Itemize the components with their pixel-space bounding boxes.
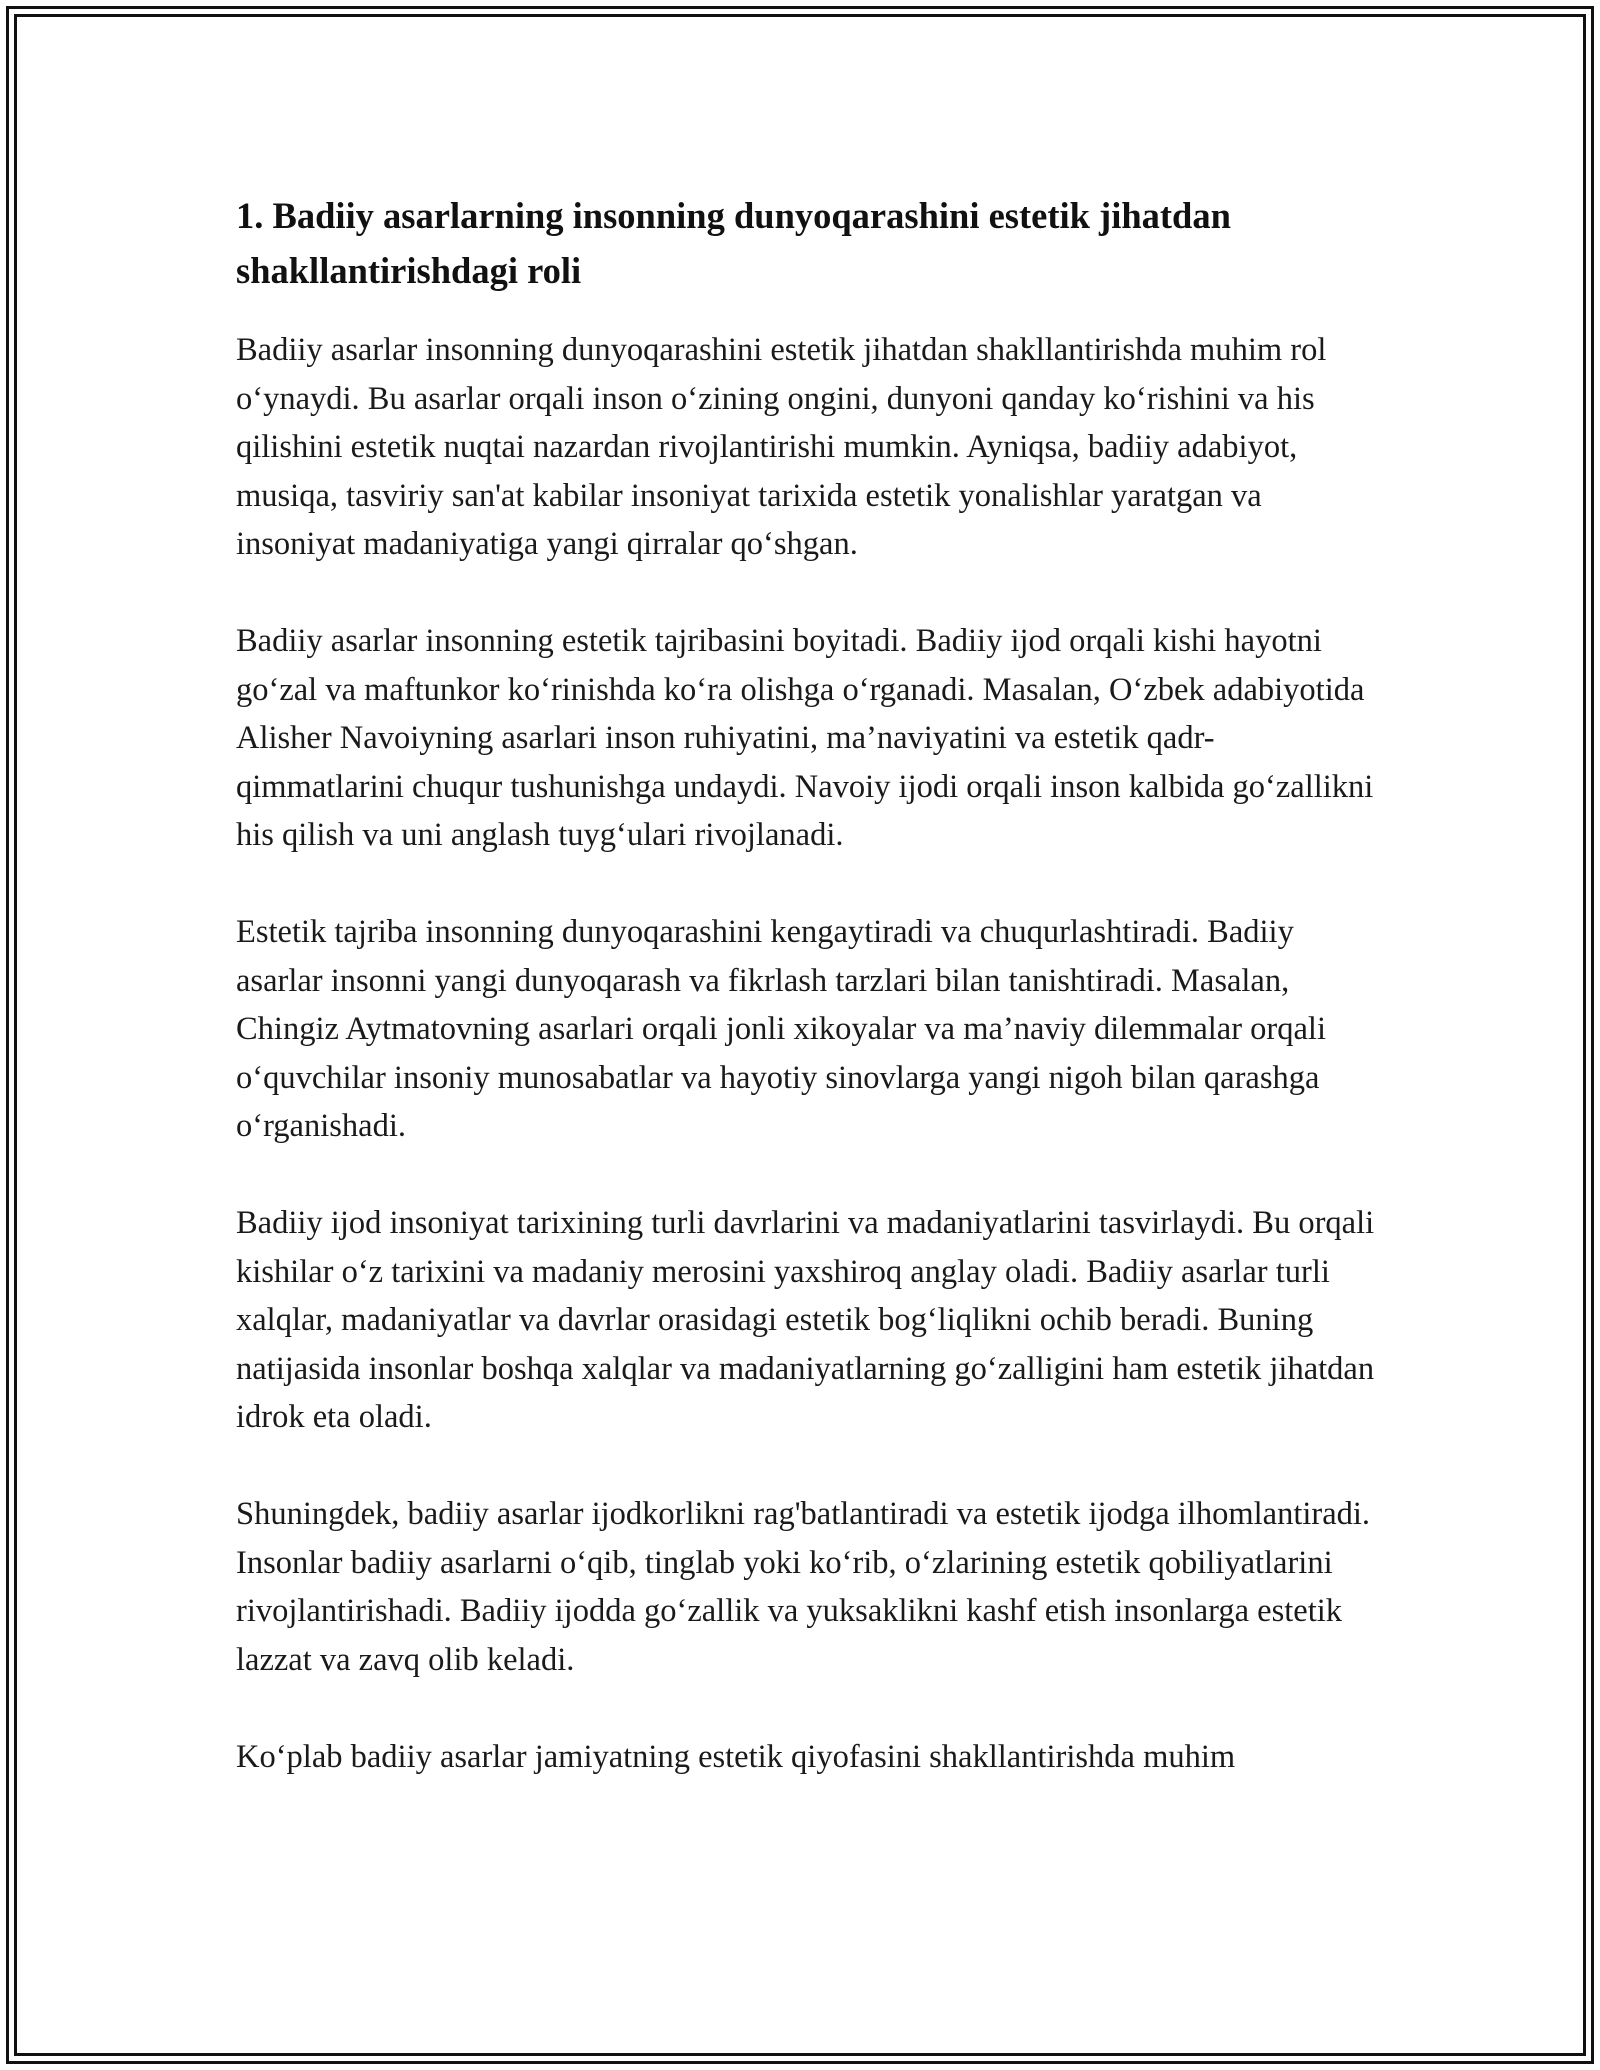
paragraph-5: Shuningdek, badiiy asarlar ijodkorlikni rag'batlantiradi va estetik ijodga ilhomlantiradi. Insonlar badiiy asarlarni o‘qib, tinglab yoki ko‘rib, o‘zlarining estetik qobiliyatlarini rivojlantirishadi. Badiiy ijodda go‘zallik va yuksaklikni kashf etish insonlarga estetik lazzat va zavq olib keladi. (236, 1496, 1371, 1678)
paragraph-4: Badiiy ijod insoniyat tarixining turli davrlarini va madaniyatlarini tasvirlaydi. Bu orqali kishilar o‘z tarixini va madaniy merosini yaxshiroq anglay oladi. Badiiy asarlar turli xalqlar, madaniyatlar va davrlar orasidagi estetik bog‘liqlikni ochib beradi. Buning natijasida insonlar boshqa xalqlar va madaniyatlarning go‘zalligini ham estetik jihatdan idrok eta oladi. (236, 1205, 1375, 1435)
section-heading: 1. Badiiy asarlarning insonning dunyoqarashini estetik jihatdan shakllantirishdagi roli (236, 195, 1231, 291)
paragraph-1: Badiiy asarlar insonning dunyoqarashini estetik jihatdan shakllantirishda muhim rol o‘ynaydi. Bu asarlar orqali inson o‘zining ongini, dunyoni qanday ko‘rishini va his qilishini estetik nuqtai nazardan rivojlantirishi mumkin. Ayniqsa, badiiy adabiyot, musiqa, tasviriy san'at kabilar insoniyat tarixida estetik yonalishlar yaratgan va insoniyat madaniyatiga yangi qirralar qo‘shgan. (236, 332, 1327, 562)
document-body (236, 188, 1376, 1830)
paragraph-3: Estetik tajriba insonning dunyoqarashini kengaytiradi va chuqurlashtiradi. Badiiy asarlar insonni yangi dunyoqarash va fikrlash tarzlari bilan tanishtiradi. Masalan, Chingiz Aytmatovning asarlari orqali jonli xikoyalar va ma’naviy dilemmalar orqali o‘quvchilar insoniy munosabatlar va hayotiy sinovlarga yangi nigoh bilan qarashga o‘rganishadi. (236, 914, 1326, 1144)
paragraph-2: Badiiy asarlar insonning estetik tajribasini boyitadi. Badiiy ijod orqali kishi hayotni go‘zal va maftunkor ko‘rinishda ko‘ra olishga o‘rganadi. Masalan, O‘zbek adabiyotida Alisher Navoiyning asarlari inson ruhiyatini, ma’naviyatini va estetik qadr-qimmatlarini chuqur tushunishga undaydi. Navoiy ijodi orqali inson kalbida go‘zallikni his qilish va uni anglash tuyg‘ulari rivojlanadi. (236, 623, 1374, 853)
paragraph-6: Ko‘plab badiiy asarlar jamiyatning estetik qiyofasini shakllantirishda muhim (236, 1738, 1236, 1775)
